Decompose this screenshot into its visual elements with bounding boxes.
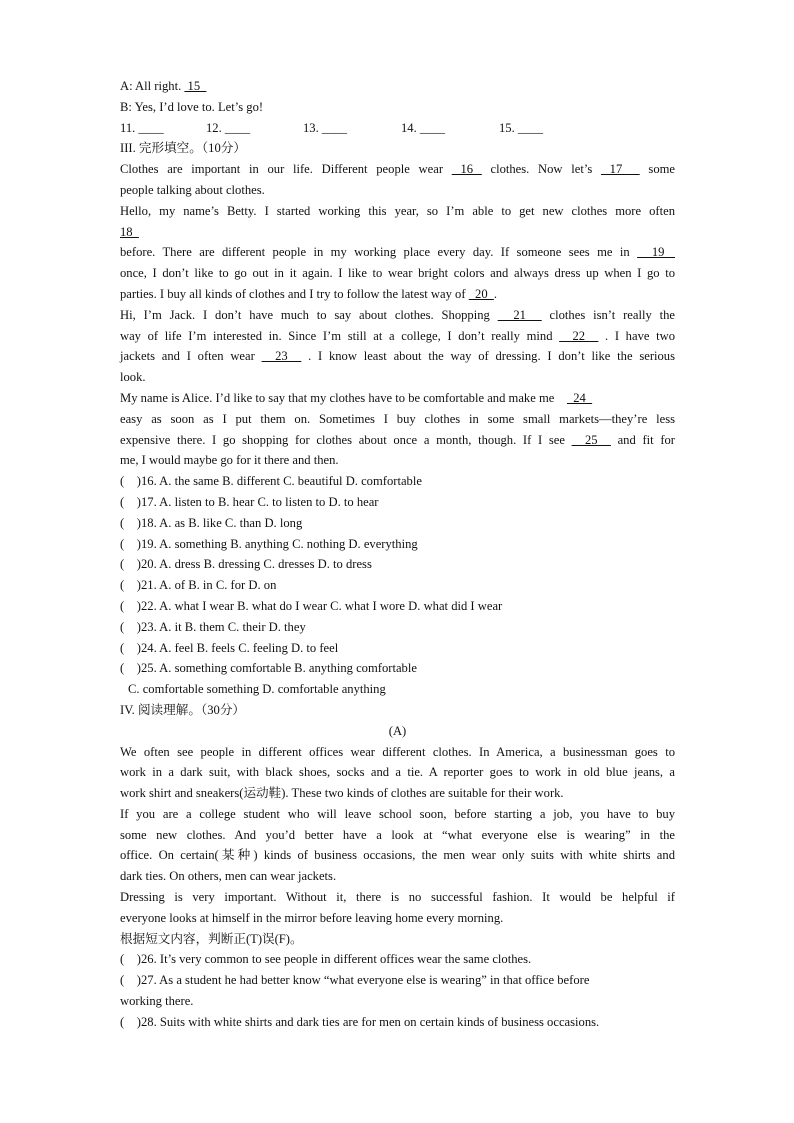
cloze-line-8: Hi, I’m Jack. I don’t have much to say about clothes. Shopping 21 clothes isn’t really the <box>120 307 675 322</box>
answer-11: 11. ____ <box>120 120 164 135</box>
blank-15: 15 <box>184 79 207 93</box>
tf-instruction: 根据短文内容，判断正(T)误(F)。 <box>120 931 303 946</box>
cloze-line-12: My name is Alice. I’d like to say that my clothes have to be comfortable and make me 24 <box>120 390 593 405</box>
passage-a-label: (A) <box>388 723 407 738</box>
dialog-line-b: B: Yes, I’d love to. Let’s go! <box>120 99 264 114</box>
blank-24: 24 <box>566 390 593 405</box>
question-23: ( )23. A. it B. them C. their D. they <box>120 619 306 634</box>
dialog-line-a <box>120 76 675 97</box>
passage-p2-line-2: some new clothes. And you’d better have a look at “what everyone else is wearing” in the <box>120 827 675 842</box>
question-26: ( )26. It’s very common to see people in different offices wear the same clothes. <box>120 952 532 967</box>
section-3-heading: III. 完形填空。（10分） <box>120 141 246 156</box>
question-18: ( )18. A. as B. like C. than D. long <box>120 515 303 530</box>
question-19: ( )19. A. something B. anything C. nothing D. everything <box>120 536 418 551</box>
answer-15: 15. ____ <box>499 120 544 135</box>
question-16: ( )16. A. the same B. different C. beautiful D. comfortable <box>120 474 422 489</box>
blank-19: 19 <box>637 245 676 260</box>
passage-p1-line-3: work shirt and sneakers(运动鞋). These two kinds of clothes are suitable for their work. <box>120 786 564 801</box>
blank-21: 21 <box>497 307 542 322</box>
blank-25: 25 <box>571 432 611 447</box>
question-24: ( )24. A. feel B. feels C. feeling D. to feel <box>120 640 339 655</box>
answer-12: 12. ____ <box>206 120 251 135</box>
cloze-line-5: before. There are different people in my working place every day. If someone sees me in 19 <box>120 245 676 260</box>
passage-p3-line-2: everyone looks at himself in the mirror before leaving home every morning. <box>120 910 504 925</box>
answer-14: 14. ____ <box>401 120 446 135</box>
question-17: ( )17. A. listen to B. hear C. to listen to D. to hear <box>120 494 379 509</box>
passage-p2-line-1: If you are a college student who will leave school soon, before starting a job, you have to buy <box>120 806 675 821</box>
passage-p2-line-3: office. On certain(某种) kinds of business occasions, the men wear only suits with white shirts and <box>120 848 675 863</box>
blank-20: 20 <box>468 286 494 301</box>
question-22: ( )22. A. what I wear B. what do I wear C. what I wore D. what did I wear <box>120 598 503 613</box>
exam-page <box>120 76 675 1033</box>
section-4-heading: IV. 阅读理解。（30分） <box>120 702 246 717</box>
blank-18: 18 <box>120 224 139 239</box>
question-21: ( )21. A. of B. in C. for D. on <box>120 578 277 593</box>
blank-23: 23 <box>261 349 302 364</box>
answer-13: 13. ____ <box>303 120 348 135</box>
blank-16: 16 <box>451 162 482 177</box>
dialog-a-text: A: All right. <box>120 79 182 93</box>
cloze-line-6: once, I don’t like to go out in it again. I like to wear bright colors and always dress up when I go to <box>120 266 675 281</box>
cloze-line-1: Clothes are important in our life. Different people wear 16 clothes. Now let’s 17 some <box>120 162 676 177</box>
passage-p3-line-1: Dressing is very important. Without it, there is no successful fashion. It would be helpful if <box>120 890 675 905</box>
cloze-line-14: expensive there. I go shopping for clothes about once a month, though. If I see 25 and fit for <box>120 432 676 447</box>
cloze-line-11: look. <box>120 370 146 385</box>
question-27-cont: working there. <box>120 994 194 1009</box>
answer-row-11-15 <box>120 118 675 139</box>
cloze-line-3: Hello, my name’s Betty. I started working this year, so I’m able to get new clothes more often <box>120 203 675 218</box>
cloze-line-13: easy as soon as I put them on. Sometimes I buy clothes in some small markets—they’re less <box>120 411 675 426</box>
passage-p1-line-1: We often see people in different offices wear different clothes. In America, a businessman goes to <box>120 744 675 759</box>
blank-22: 22 <box>559 328 599 343</box>
cloze-line-9: way of life I’m interested in. Since I’m still at a college, I don’t really mind 22 . I have two <box>120 328 675 343</box>
cloze-line-10: jackets and I often wear 23 . I know least about the way of dressing. I don’t like the serious <box>120 349 676 364</box>
cloze-line-7: parties. I buy all kinds of clothes and I try to follow the latest way of 20 . <box>120 286 498 301</box>
passage-p1-line-2: work in a dark suit, with black shoes, socks and a tie. A reporter goes to work in old blue jeans, a <box>120 765 675 780</box>
cloze-line-15: me, I would maybe go for it there and then. <box>120 453 339 468</box>
cloze-line-2: people talking about clothes. <box>120 182 265 197</box>
passage-p2-line-4: dark ties. On others, men can wear jackets. <box>120 869 337 884</box>
question-25-cont: C. comfortable something D. comfortable anything <box>128 682 386 697</box>
question-27: ( )27. As a student he had better know “what everyone else is wearing” in that office before <box>120 973 590 988</box>
question-28: ( )28. Suits with white shirts and dark ties are for men on certain kinds of business occasions. <box>120 1014 600 1029</box>
question-25: ( )25. A. something comfortable B. anything comfortable <box>120 661 417 676</box>
cloze-line-4 <box>120 222 675 243</box>
question-20: ( )20. A. dress B. dressing C. dresses D. to dress <box>120 557 372 572</box>
blank-17: 17 <box>600 162 640 177</box>
